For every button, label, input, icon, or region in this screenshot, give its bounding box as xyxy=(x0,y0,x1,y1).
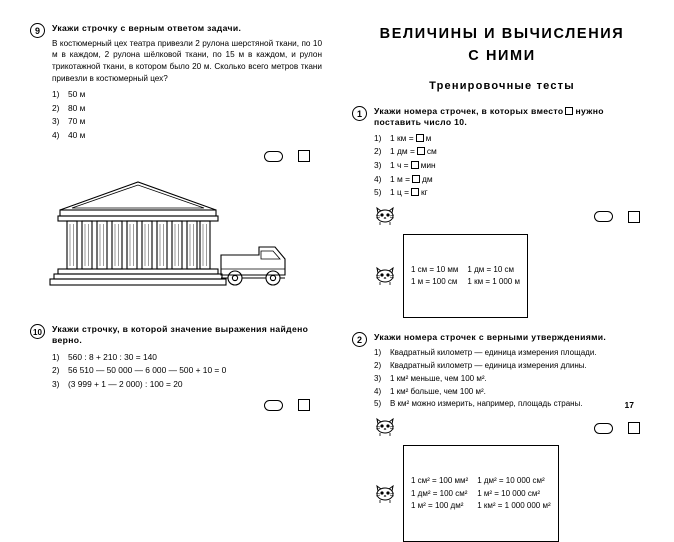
table-row xyxy=(411,488,551,500)
page-subtitle: Тренировочные тесты xyxy=(429,79,575,92)
task-9-title: Укажи строчку с верным ответом задачи. xyxy=(52,23,242,33)
page-title-line-2: С НИМИ xyxy=(468,47,536,64)
delivery-truck-icon xyxy=(213,235,305,295)
option-value: 560 : 8 + 210 : 30 = 140 xyxy=(68,351,157,362)
option-left: 1 ц = xyxy=(390,187,409,198)
page-title xyxy=(352,24,652,68)
task-r2-title: Укажи номера строчек с верными утверждениями. xyxy=(374,332,607,343)
option-unit: кг xyxy=(421,187,428,198)
task-r1-title xyxy=(374,106,652,129)
option-label: 5) xyxy=(374,399,382,409)
placeholder-square-icon xyxy=(412,175,420,183)
option-value: Квадратный километр — единица измерения длины. xyxy=(390,360,587,370)
option-label: 3) xyxy=(374,159,382,170)
option-label: 2) xyxy=(374,146,382,157)
option-value: В км² можно измерить, например, площадь страны. xyxy=(390,399,583,409)
left-column xyxy=(30,22,322,422)
answer-square[interactable] xyxy=(628,211,640,223)
placeholder-square-icon xyxy=(565,107,573,115)
table-row xyxy=(411,264,520,276)
option-unit: мин xyxy=(420,159,436,170)
task-9 xyxy=(30,23,322,164)
cat-icon xyxy=(374,266,396,286)
option-value: 50 м xyxy=(68,89,86,100)
task-10-body xyxy=(52,324,322,413)
cat-icon xyxy=(374,484,396,504)
list-item[interactable] xyxy=(374,145,652,159)
answer-oval[interactable] xyxy=(264,400,283,411)
cell: 1 км = 1 000 м xyxy=(467,276,520,286)
list-item[interactable] xyxy=(374,159,652,173)
option-value: 80 м xyxy=(68,102,86,113)
list-item[interactable] xyxy=(52,115,322,129)
list-item[interactable] xyxy=(374,132,652,146)
option-label: 3) xyxy=(52,116,60,127)
option-left: 1 ч = xyxy=(390,159,409,170)
task-r2-options xyxy=(374,347,652,412)
list-item[interactable] xyxy=(52,102,322,116)
theatre-building-icon xyxy=(48,172,228,292)
placeholder-square-icon xyxy=(416,134,424,142)
option-label: 1) xyxy=(374,347,382,357)
table-row xyxy=(411,500,551,512)
task-9-answer-controls xyxy=(264,148,310,166)
task-r1-title-part1: Укажи номера строчек, в которых вместо xyxy=(374,105,564,116)
task-9-answer-row xyxy=(52,148,322,164)
option-left: 1 м = xyxy=(390,173,410,184)
page-number: 17 xyxy=(624,400,634,410)
task-r1-number: 1 xyxy=(352,106,367,121)
list-item[interactable] xyxy=(374,360,652,373)
reference-table-2 xyxy=(403,445,559,542)
reference-block-2 xyxy=(374,445,652,542)
option-label: 4) xyxy=(52,129,60,140)
list-item[interactable] xyxy=(374,386,652,399)
list-item[interactable] xyxy=(52,88,322,102)
cell: 1 м = 100 см xyxy=(411,276,458,286)
task-r2-answer-strip xyxy=(374,417,652,437)
list-item[interactable] xyxy=(374,186,652,200)
answer-square[interactable] xyxy=(298,150,310,162)
task-r1-title-part2: нужно поставить число 10. xyxy=(374,105,604,128)
answer-oval[interactable] xyxy=(264,151,283,162)
reference-block-1 xyxy=(374,234,652,318)
option-label: 5) xyxy=(374,187,382,198)
option-label: 4) xyxy=(374,386,382,396)
option-value: 1 км² меньше, чем 100 м². xyxy=(390,373,487,383)
answer-square[interactable] xyxy=(628,422,640,434)
reference-table-1 xyxy=(403,234,528,318)
task-10 xyxy=(30,324,322,413)
cat-icon xyxy=(374,417,396,437)
task-9-options xyxy=(52,88,322,142)
list-item[interactable] xyxy=(374,373,652,386)
task-10-options xyxy=(52,351,322,392)
placeholder-square-icon xyxy=(411,188,419,196)
option-label: 1) xyxy=(52,89,60,100)
list-item[interactable] xyxy=(52,129,322,143)
option-label: 3) xyxy=(52,379,60,389)
cell: 1 м² = 100 дм² xyxy=(411,501,464,510)
option-label: 3) xyxy=(374,373,382,383)
option-value: 56 510 — 50 000 — 6 000 — 500 + 10 = 0 xyxy=(68,365,227,376)
table-row xyxy=(411,475,551,487)
option-value: Квадратный километр — единица измерения площади. xyxy=(390,347,597,357)
cell: 1 км² = 1 000 000 м² xyxy=(477,501,551,510)
list-item[interactable] xyxy=(374,398,652,411)
cell: 1 дм² = 10 000 см² xyxy=(477,476,545,486)
list-item[interactable] xyxy=(374,173,652,187)
task-r2-number: 2 xyxy=(352,332,367,347)
cat-icon xyxy=(374,206,396,226)
table-row xyxy=(411,276,520,288)
task-9-text: В костюмерный цех театра привезли 2 рулона шерстяной ткани, по 10 м в каждом, 2 рулона шёлковой ткани, по 15 м в каждом, и рулон трикотажной ткани, в котором было 20 м. Сколько всего метров ткани привезли в костюмерный цех? xyxy=(52,38,322,84)
list-item[interactable] xyxy=(52,351,322,365)
page-title-line-1: ВЕЛИЧИНЫ И ВЫЧИСЛЕНИЯ xyxy=(379,26,625,42)
cell: 1 дм² = 100 см² xyxy=(411,488,468,498)
task-9-body xyxy=(52,23,322,164)
answer-oval[interactable] xyxy=(594,211,613,222)
answer-square[interactable] xyxy=(298,399,310,411)
cell: 1 см² = 100 мм² xyxy=(411,476,469,486)
task-10-answer-row xyxy=(52,397,322,413)
placeholder-square-icon xyxy=(417,147,425,155)
answer-oval[interactable] xyxy=(594,423,613,434)
option-label: 2) xyxy=(374,360,382,370)
task-r1 xyxy=(352,106,652,200)
task-r1-options xyxy=(374,132,652,200)
option-value: (3 999 + 1 — 2 000) : 100 = 20 xyxy=(68,379,183,389)
option-value: 40 м xyxy=(68,129,86,140)
option-left: 1 дм = xyxy=(390,146,415,157)
list-item[interactable] xyxy=(52,378,322,392)
option-value: 70 м xyxy=(68,116,86,127)
task-r1-answer-strip xyxy=(374,206,652,226)
list-item[interactable] xyxy=(374,347,652,360)
task-10-answer-controls xyxy=(264,397,310,415)
option-left: 1 км = xyxy=(390,132,414,143)
option-label: 2) xyxy=(52,102,60,113)
list-item[interactable] xyxy=(52,364,322,378)
cell: 1 дм = 10 см xyxy=(467,264,514,274)
illustration-theatre-and-truck xyxy=(30,172,322,320)
placeholder-square-icon xyxy=(411,161,419,169)
task-r2-body xyxy=(374,332,652,411)
option-label: 2) xyxy=(52,365,60,376)
option-unit: м xyxy=(425,132,432,143)
option-label: 1) xyxy=(52,351,60,362)
task-10-number: 10 xyxy=(30,324,45,339)
task-10-title: Укажи строчку, в которой значение выражения найдено верно. xyxy=(52,323,309,346)
option-unit: дм xyxy=(421,173,433,184)
right-column xyxy=(352,22,652,510)
option-value: 1 км² больше, чем 100 м². xyxy=(390,386,486,396)
option-label: 4) xyxy=(374,173,382,184)
cell: 1 м² = 10 000 см² xyxy=(477,488,540,498)
option-label: 1) xyxy=(374,132,382,143)
task-r1-body xyxy=(374,106,652,200)
task-9-number: 9 xyxy=(30,23,45,38)
task-r2 xyxy=(352,332,652,411)
cell: 1 см = 10 мм xyxy=(411,264,459,274)
option-unit: см xyxy=(426,146,437,157)
